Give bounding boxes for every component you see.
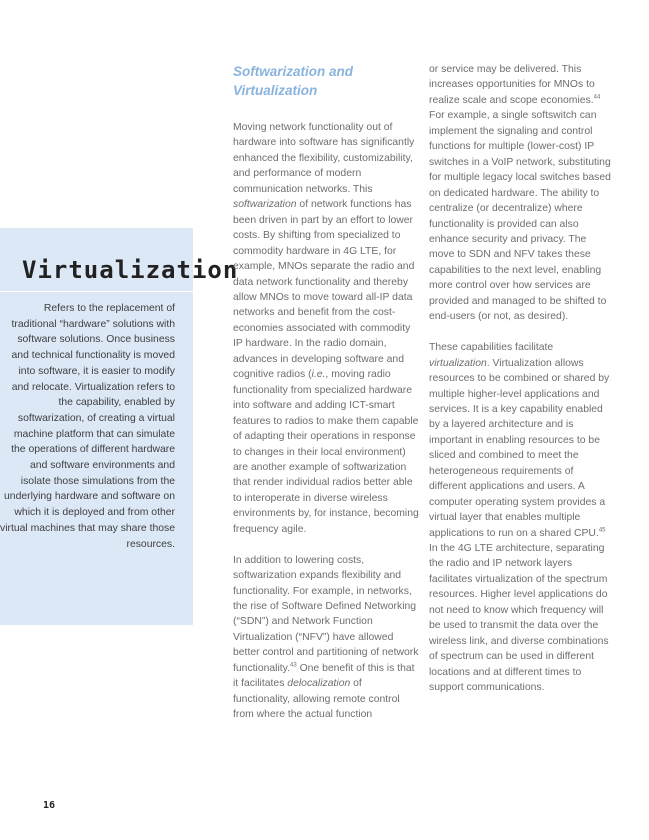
definition-text: Refers to the replacement of traditional “hardware” solutions with software solutions. Once business and technical functionality is moved into software, it is easier to modify and relocate. Virtualization refers to the capability, enabled by softwarization, of creating a virtual machine platform that can simulate the operations of different hardware and software environments and isolate those simulations from the underlying hardware and software on which it is deployed and from other virtual machines that may share those resources.: [0, 303, 175, 550]
sidebar-definition: [0, 301, 175, 552]
paragraph-2: In addition to lowering costs, softwarization expands flexibility and functionality. For example, in networks, the rise of Software Defined Networking (“SDN”) and Network Function Virtualization (“NFV”) have allowed better control and partitioning of network functionality.$^{43}$ One benefit of this is that it facilitates delocalization of functionality, allowing remote control from where the actual function: [233, 554, 419, 721]
paragraph-3: These capabilities facilitate virtualization. Virtualization allows resources to be combined or shared by multiple higher-level applications and services. It is a key capability enabled by a layered architecture and is important in enabling resources to be sliced and combined to meet the heterogeneous requirements of different applications and users. A computer operating system provides a virtual layer that enables multiple applications to run on a shared CPU.$^{45}$ In the 4G LTE architecture, separating the radio and IP network layers facilitates virtualization of the spectrum resources. Higher level applications do not need to know which frequency will be used to transmit the data over the wireless link, and diverse combinations of spectrum can be used in different locations and at different times to support communications.: [429, 342, 610, 694]
page-number: 16: [43, 800, 56, 811]
footnote-ref: 43: [290, 662, 297, 669]
footnote-ref: 45: [598, 527, 606, 534]
sidebar-title: Virtualization: [22, 256, 239, 284]
article-column-2: [429, 62, 613, 696]
sidebar-divider: [0, 291, 193, 292]
article-column-1: [233, 120, 419, 723]
paragraph-1: Moving network functionality out of hardware into software has significantly enhanced the flexibility, customizability, and performance of modern communication networks. This softwarization of network functions has been driven in part by an effort to lower costs. By shifting from specialized to commodity hardware in 4G LTE, for example, MNOs separate the radio and data network functionality and thereby allow MNOs to move toward all-IP data networks and benefit from the cost-economies associated with commodity IP hardware. In the radio domain, advances in developing software and cognitive radios (i.e., moving radio functionality from specialized hardware into software and adding ICT-smart features to radios to make them capable of adapting their operations in response to changes in their local environment) are another example of softwarization that render individual radios better able to interoperate in diverse wireless environments by, for instance, becoming frequency agile.: [233, 122, 419, 535]
section-heading: Softwarization and Virtualization: [233, 64, 354, 98]
paragraph-2-continued: or service may be delivered. This increases opportunities for MNOs to realize scale and scope economies.$^{44}$ For example, a single softswitch can implement the signaling and control functions for multiple (lower-cost) IP switches in a VoIP network, substituting for multiple legacy local switches based on dedicated hardware. The ability to centralize (or decentralize) where functionality is provided can also enhance security and privacy. The move to SDN and NFV takes these capabilities to the next level, enabling more control over how services are provided and managed to be shifted to end-users (or not, as desired).: [429, 64, 611, 323]
footnote-ref: 44: [593, 94, 601, 101]
